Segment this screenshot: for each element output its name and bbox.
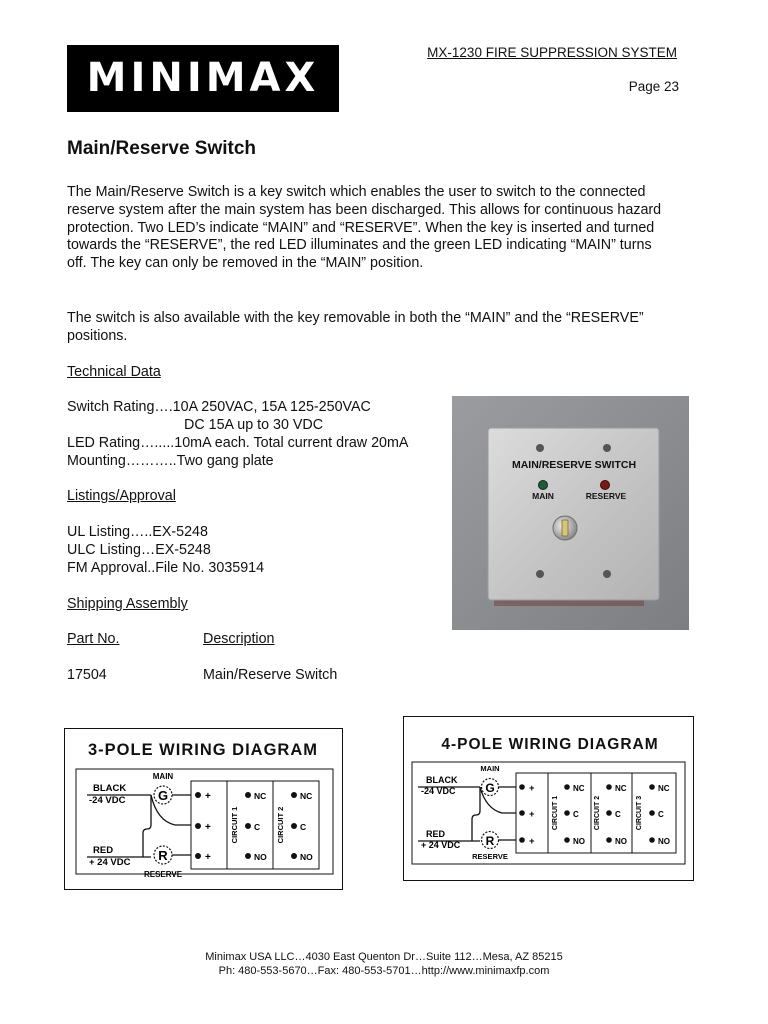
description-header: Description (203, 631, 275, 647)
switch-rating: Switch Rating….10A 250VAC, 15A 125-250VAC (67, 399, 371, 415)
fm-approval: FM Approval..File No. 3035914 (67, 560, 265, 576)
neg-24vdc-label: -24 VDC (89, 795, 126, 806)
svg-text:NO: NO (254, 852, 267, 862)
reserve-led (601, 481, 610, 490)
black-label: BLACK (426, 775, 458, 785)
svg-text:NO: NO (658, 837, 670, 846)
document-title: MX-1230 FIRE SUPPRESSION SYSTEM (427, 45, 677, 60)
red-label: RED (93, 845, 114, 856)
reserve-r-icon: R (485, 834, 495, 848)
footer-contact: Ph: 480-553-5670…Fax: 480-553-5701…http://www.minimaxfp.com (218, 965, 550, 977)
svg-text:NO: NO (615, 837, 627, 846)
shipping-heading: Shipping Assembly (67, 596, 188, 612)
screw-bottom-left (536, 570, 544, 578)
diagram-3-title: 3-POLE WIRING DIAGRAM (88, 741, 318, 759)
circuit-2-label: CIRCUIT 2 (594, 795, 601, 831)
svg-text:NO: NO (300, 852, 313, 862)
footer-address: Minimax USA LLC…4030 East Quenton Dr…Suite 112…Mesa, AZ 85215 (205, 951, 563, 963)
svg-text:NC: NC (300, 791, 313, 801)
black-label: BLACK (93, 783, 127, 794)
section-heading: Main/Reserve Switch (67, 138, 257, 159)
circuit-3-label: CIRCUIT 3 (636, 795, 643, 831)
svg-text:+: + (529, 783, 535, 794)
led-rating: LED Rating….....10mA each. Total current draw 20mA (67, 435, 409, 451)
svg-text:NC: NC (573, 784, 585, 793)
technical-data-heading: Technical Data (67, 364, 161, 380)
pos-24vdc-label: + 24 VDC (421, 840, 461, 850)
main-label: MAIN (480, 764, 500, 773)
availability-paragraph: The switch is also available with the key removable in both the “MAIN” and the “RESERVE” positions. (67, 310, 644, 344)
svg-text:+: + (205, 822, 211, 833)
svg-text:+: + (205, 791, 211, 802)
svg-text:NC: NC (254, 791, 267, 801)
switch-rating-dc: DC 15A up to 30 VDC (184, 417, 324, 433)
svg-text:C: C (300, 822, 307, 832)
main-led-label: MAIN (532, 491, 554, 501)
circuit-1-label: CIRCUIT 1 (552, 795, 559, 831)
pos-24vdc-label: + 24 VDC (89, 857, 131, 868)
listings-heading: Listings/Approval (67, 488, 176, 504)
ulc-listing: ULC Listing…EX-5248 (67, 542, 211, 558)
ul-listing: UL Listing…..EX-5248 (67, 524, 208, 540)
circuit-2-label: CIRCUIT 2 (276, 806, 285, 844)
svg-text:C: C (573, 810, 579, 819)
part-no-header: Part No. (67, 631, 120, 647)
logo-text: MINIMAX (86, 55, 320, 101)
svg-text:C: C (615, 810, 621, 819)
mounting: Mounting………..Two gang plate (67, 453, 274, 469)
svg-text:NC: NC (658, 784, 670, 793)
red-label: RED (426, 829, 446, 839)
svg-text:NC: NC (615, 784, 627, 793)
svg-text:+: + (529, 809, 535, 820)
svg-text:NO: NO (573, 837, 585, 846)
screw-top-right (603, 444, 611, 452)
switch-plate (488, 428, 659, 600)
reserve-led-label: RESERVE (585, 491, 627, 501)
main-g-icon: G (485, 781, 495, 795)
svg-text:+: + (529, 836, 535, 847)
wiring-diagram-4-pole-drawing (404, 717, 693, 880)
description-paragraph: The Main/Reserve Switch is a key switch which enables the user to switch to the connected reserve system after the main system has been discharged. This allows for continuous hazard protection. Two LED’s indicate “MAIN” and “RESERVE”. When the key is inserted and turned towards the “RESERVE”, the red LED illuminates and the green LED indicating “MAIN” turns off. The key can only be removed in the “MAIN” position. (67, 184, 662, 272)
main-label: MAIN (152, 772, 174, 781)
description-cell: Main/Reserve Switch (203, 667, 338, 683)
svg-text:C: C (658, 810, 664, 819)
wiring-diagram-4-pole (403, 716, 694, 881)
key-icon (562, 520, 568, 536)
wiring-diagram-3-pole (64, 728, 343, 890)
reserve-r-icon: R (158, 848, 168, 863)
minimax-logo-mark (67, 45, 339, 112)
screw-bottom-right (603, 570, 611, 578)
minimax-logo (67, 45, 339, 112)
switch-photo (452, 396, 689, 630)
neg-24vdc-label: -24 VDC (421, 786, 456, 796)
diagram-4-title: 4-POLE WIRING DIAGRAM (441, 736, 659, 753)
svg-text:C: C (254, 822, 261, 832)
plate-label: MAIN/RESERVE SWITCH (511, 459, 637, 471)
reserve-label: RESERVE (472, 852, 508, 861)
main-led (539, 481, 548, 490)
wiring-diagram-3-pole-drawing (65, 729, 342, 889)
circuit-1-label: CIRCUIT 1 (230, 806, 239, 844)
reserve-label: RESERVE (143, 870, 183, 879)
screw-top-left (536, 444, 544, 452)
part-no-cell: 17504 (67, 667, 107, 683)
main-g-icon: G (157, 788, 169, 803)
page-number: Page 23 (628, 79, 679, 94)
svg-text:+: + (205, 852, 211, 863)
